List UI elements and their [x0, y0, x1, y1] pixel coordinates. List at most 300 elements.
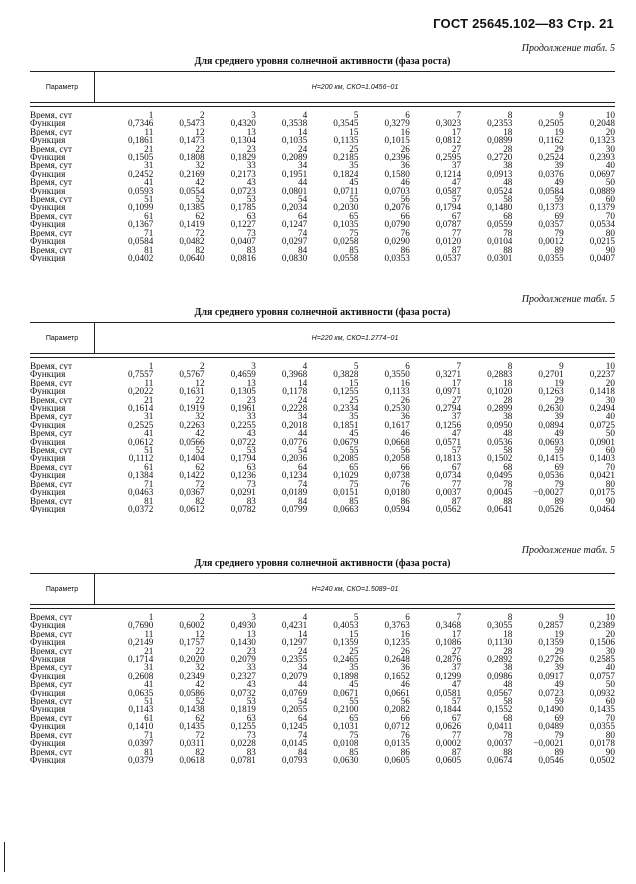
table-cell: 0,1015: [384, 136, 410, 145]
table-cell: 9: [559, 362, 564, 371]
table-cell: 0,0593: [128, 186, 154, 196]
table-cell: 0,0663: [333, 504, 359, 514]
row-label: Функция: [30, 203, 66, 212]
table-cell: 55: [349, 697, 359, 706]
table-row: [30, 195, 615, 203]
table-cell: 73: [246, 479, 256, 489]
table-cell: 5: [353, 362, 359, 371]
table-cell: 0,2173: [230, 169, 256, 179]
table-cell: 0,0559: [487, 220, 513, 229]
table-cell: 0,0355: [538, 253, 564, 263]
table-cell: 56: [400, 446, 410, 455]
table-cell: 0,7690: [128, 621, 154, 630]
table-row: [30, 178, 615, 186]
table-cell: 0,2608: [128, 671, 154, 681]
table-cell: 31: [144, 663, 154, 672]
table-header: [30, 573, 615, 605]
table-cell: 48: [503, 680, 513, 689]
table-cell: 0,0482: [179, 237, 205, 246]
table-cell: 0,1323: [589, 136, 615, 145]
table-header: [30, 322, 615, 354]
table-cell: 26: [400, 646, 410, 656]
table-cell: 10: [605, 613, 615, 622]
table-row: [30, 463, 615, 471]
table-cell: 48: [503, 429, 513, 438]
table-row: [30, 111, 615, 119]
table-cell: 59: [554, 697, 564, 706]
table-cell: 47: [451, 680, 462, 689]
table-cell: 0,0830: [281, 253, 308, 263]
table-row: [30, 379, 615, 387]
row-label: Время, сут: [30, 395, 72, 405]
table-cell: 0,0641: [487, 504, 513, 514]
table-cell: 26: [400, 144, 410, 154]
row-label: Функция: [30, 186, 66, 196]
table-cell: 0,0489: [538, 722, 564, 731]
header-separator: [30, 608, 615, 609]
table-cell: 7: [456, 111, 462, 120]
table-cell: 0,2883: [487, 370, 513, 379]
row-label: Время, сут: [30, 646, 72, 656]
table-cell: 67: [451, 211, 462, 221]
table-cell: 86: [400, 747, 410, 756]
table-cell: 90: [605, 496, 615, 505]
table-cell: 0,0581: [435, 688, 462, 698]
table-cell: 82: [195, 496, 205, 505]
table-cell: 58: [503, 446, 513, 455]
table-cell: 82: [195, 245, 205, 254]
table-cell: 49: [554, 429, 564, 438]
table-cell: 41: [144, 178, 154, 187]
table-cell: 0,0769: [281, 688, 308, 698]
table-cell: 0,1263: [538, 387, 564, 396]
table-cell: 0,0357: [538, 220, 564, 229]
table-cell: 28: [503, 646, 513, 656]
table-cell: 68: [503, 462, 513, 472]
table-cell: 72: [195, 730, 205, 740]
table-cell: 24: [298, 395, 308, 405]
table-row: [30, 731, 615, 739]
table-cell: 0,0594: [384, 504, 410, 514]
table-cell: 0,0291: [230, 488, 256, 497]
table-row: [30, 212, 615, 220]
table-cell: 0,0189: [281, 488, 308, 497]
table-cell: 0,2048: [589, 119, 615, 128]
table-cell: 78: [503, 228, 513, 238]
table-cell: 46: [400, 680, 410, 689]
table-cell: 0,1235: [384, 638, 410, 647]
table-row: [30, 705, 615, 713]
table-cell: 0,2525: [128, 420, 154, 430]
row-label: Время, сут: [30, 161, 72, 170]
table-cell: 87: [451, 747, 462, 756]
table-cell: 70: [605, 713, 615, 723]
table-cell: 40: [605, 161, 615, 170]
table-cell: 0,2726: [538, 655, 564, 664]
table-cell: 0,1824: [333, 169, 359, 179]
table-cell: 0,0812: [435, 136, 462, 145]
table-cell: 0,0151: [333, 488, 359, 497]
table-cell: 25: [349, 144, 359, 154]
table-cell: 0,1178: [282, 387, 308, 396]
table-cell: 70: [605, 211, 615, 221]
table-cell: 20: [605, 378, 615, 388]
table-cell: 0,0732: [230, 688, 256, 698]
table-cell: 14: [298, 629, 308, 639]
param-header-cell: Параметр: [30, 72, 95, 102]
table-cell: 0,0950: [487, 420, 513, 430]
header-separator: [30, 106, 615, 107]
table-cell: 49: [554, 680, 564, 689]
table-row: [30, 187, 615, 195]
table-cell: 0,0913: [487, 169, 513, 179]
table-cell: 0,1480: [487, 203, 513, 212]
table-cell: 9: [559, 111, 564, 120]
table-cell: 0,2452: [128, 169, 154, 179]
table-cell: 35: [349, 663, 359, 672]
table-cell: 66: [400, 713, 410, 723]
table-cell: 0,0463: [128, 488, 154, 497]
table-cell: 37: [451, 663, 462, 672]
table-cell: 0,0145: [281, 739, 308, 748]
table-cell: 0,1813: [435, 454, 462, 463]
table-cell: 37: [451, 412, 462, 421]
row-label: Время, сут: [30, 228, 72, 238]
table-cell: 16: [400, 127, 410, 137]
table-cell: 18: [503, 378, 513, 388]
table-cell: 35: [349, 412, 359, 421]
table-cell: 0,0584: [538, 186, 564, 196]
table-cell: 11: [144, 127, 154, 137]
row-label: Время, сут: [30, 462, 72, 472]
table-cell: 0,0635: [128, 688, 154, 698]
table-cell: 0,1419: [179, 220, 205, 229]
table-cell: 71: [144, 730, 154, 740]
table-cell: 0,1919: [179, 404, 205, 413]
page-header: ГОСТ 25645.102—83 Стр. 21: [433, 16, 614, 31]
table-cell: 0,1714: [128, 655, 154, 664]
table-cell: 0,0605: [435, 755, 462, 765]
row-label: Функция: [30, 755, 66, 765]
table-cell: 83: [246, 496, 256, 505]
table-cell: 0,0376: [538, 169, 564, 179]
table-cell: 0,0584: [128, 237, 154, 246]
table-cell: 50: [605, 178, 615, 187]
table-cell: 0,2149: [128, 638, 154, 647]
table-cell: 43: [246, 429, 256, 438]
table-cell: 18: [503, 127, 513, 137]
table-cell: 76: [400, 228, 410, 238]
table-cell: 0,1829: [230, 153, 256, 162]
table-cell: 0,1580: [384, 169, 410, 179]
table-row: [30, 613, 615, 621]
table-cell: 0,1130: [487, 638, 513, 647]
table-cell: 2: [200, 362, 205, 371]
row-label: Время, сут: [30, 713, 72, 723]
table-cell: 77: [451, 479, 462, 489]
table-row: [30, 638, 615, 646]
table-cell: 74: [298, 730, 308, 740]
table-cell: 85: [349, 747, 359, 756]
table-cell: 54: [298, 195, 308, 204]
table-cell: 2: [200, 111, 205, 120]
table-cell: 0,0002: [435, 739, 462, 748]
table-cell: 79: [554, 228, 564, 238]
table-cell: 0,1256: [435, 420, 462, 430]
table-cell: 0,2327: [230, 671, 256, 681]
table-row: [30, 446, 615, 454]
table-cell: 27: [451, 144, 462, 154]
table-cell: 81: [144, 747, 154, 756]
table-cell: 0,0782: [230, 504, 256, 514]
row-label: Время, сут: [30, 496, 72, 505]
row-label: Время, сут: [30, 127, 72, 137]
table-cell: 0,2089: [281, 153, 308, 162]
table-row: [30, 621, 615, 629]
table-cell: 0,1162: [538, 136, 564, 145]
table-cell: 24: [298, 144, 308, 154]
table-cell: 0,1808: [179, 153, 205, 162]
table-row: [30, 488, 615, 496]
table-cell: 0,1614: [128, 404, 154, 413]
table-cell: 39: [554, 412, 564, 421]
table-cell: 13: [246, 127, 256, 137]
table-cell: 32: [195, 161, 205, 170]
table-cell: 39: [554, 663, 564, 672]
row-label: Время, сут: [30, 195, 72, 204]
table-cell: 0,3550: [384, 370, 410, 379]
table-cell: 0,1035: [333, 220, 359, 229]
table-cell: 78: [503, 479, 513, 489]
table-cell: 0,0495: [487, 471, 513, 480]
table-cell: 0,2022: [128, 387, 154, 396]
table-cell: 12: [195, 378, 205, 388]
row-label: Время, сут: [30, 111, 72, 120]
table-cell: 73: [246, 730, 256, 740]
table-cell: 41: [144, 680, 154, 689]
table-title: Для среднего уровня солнечной активности (фаза роста): [194, 56, 451, 67]
table-cell: 72: [195, 228, 205, 238]
table-cell: 0,0917: [538, 671, 564, 681]
table-cell: 0,1359: [333, 638, 359, 647]
table-cell: 0,2255: [230, 420, 256, 430]
table-cell: 0,0297: [281, 237, 308, 246]
table-cell: 21: [144, 144, 154, 154]
table-cell: 55: [349, 195, 359, 204]
table-cell: 60: [605, 697, 615, 706]
row-label: Время, сут: [30, 446, 72, 455]
row-label: Время, сут: [30, 747, 72, 756]
table-cell: 34: [298, 161, 308, 170]
row-label: Функция: [30, 404, 66, 413]
table-cell: 0,0464: [589, 504, 615, 514]
table-cell: 0,4659: [230, 370, 256, 379]
table-cell: 62: [195, 713, 205, 723]
row-label: Функция: [30, 253, 66, 263]
row-label: Функция: [30, 237, 66, 246]
table-cell: 0,0801: [281, 186, 308, 196]
table-cell: 0,0693: [538, 437, 564, 447]
table-cell: 0,0799: [281, 504, 308, 514]
table-cell: 0,0566: [179, 437, 205, 447]
table-cell: 0,2169: [179, 169, 205, 179]
table-cell: 66: [400, 462, 410, 472]
table-cell: 0,1794: [230, 454, 256, 463]
table-row: [30, 672, 615, 680]
table-cell: 69: [554, 462, 564, 472]
table-cell: 0,2079: [230, 655, 256, 664]
table-cell: 12: [195, 127, 205, 137]
table-cell: 0,2630: [538, 404, 564, 413]
row-label: Время, сут: [30, 429, 72, 438]
table-cell: 69: [554, 713, 564, 723]
table-cell: 0,2228: [281, 404, 308, 413]
table-cell: 0,0407: [589, 253, 615, 263]
table-cell: 0,0722: [230, 437, 256, 447]
table-row: [30, 714, 615, 722]
table-cell: 0,0571: [435, 437, 462, 447]
table-cell: 0,0421: [589, 471, 615, 480]
table-cell: 88: [503, 496, 513, 505]
table-cell: 3: [251, 362, 256, 371]
table-cell: 15: [349, 629, 359, 639]
table-cell: 0,2058: [384, 454, 410, 463]
table-cell: 90: [605, 747, 615, 756]
table-cell: 57: [451, 446, 462, 455]
table-cell: 0,0524: [487, 186, 513, 196]
table-cell: 27: [451, 646, 462, 656]
table-cell: 1: [148, 362, 154, 371]
row-label: Функция: [30, 153, 66, 162]
table-cell: 0,0640: [179, 253, 205, 263]
table-cell: 0,0367: [179, 488, 205, 497]
table-cell: 0,1031: [333, 722, 359, 731]
table-cell: 0,1245: [281, 722, 308, 731]
table-cell: 30: [605, 646, 615, 656]
table-cell: 0,2396: [384, 153, 410, 162]
table-cell: 87: [451, 245, 462, 254]
table-cell: 0,2648: [384, 655, 410, 664]
table-cell: 0,1438: [179, 705, 205, 714]
table-cell: 41: [144, 429, 154, 438]
table-cell: 0,1490: [538, 705, 564, 714]
table-cell: 0,0668: [384, 437, 410, 447]
table-cell: 0,4930: [230, 621, 256, 630]
table-cell: 0,0037: [487, 739, 513, 748]
row-label: Время, сут: [30, 697, 72, 706]
table-cell: 0,1505: [128, 153, 154, 162]
table-cell: 0,0120: [435, 237, 462, 246]
table-row: [30, 170, 615, 178]
table-cell: 40: [605, 663, 615, 672]
table-cell: 0,1631: [179, 387, 205, 396]
table-cell: 52: [195, 697, 205, 706]
table-cell: 0,1227: [230, 220, 256, 229]
table-cell: 0,0215: [589, 237, 615, 246]
table-cell: 31: [144, 161, 154, 170]
table-cell: 0,0793: [281, 755, 308, 765]
table-cell: 24: [298, 646, 308, 656]
header-separator: [30, 357, 615, 358]
table-cell: 0,1255: [333, 387, 359, 396]
table-cell: 0,3763: [384, 621, 410, 630]
table-row: [30, 497, 615, 505]
table-cell: 0,2389: [589, 621, 615, 630]
table-row: [30, 396, 615, 404]
table-cell: 0,0558: [333, 253, 359, 263]
table-cell: 63: [246, 713, 256, 723]
table-row: [30, 203, 615, 211]
table-row: [30, 370, 615, 378]
table-cell: 30: [605, 395, 615, 405]
row-label: Время, сут: [30, 144, 72, 154]
table-cell: 0,1305: [230, 387, 256, 396]
table-cell: 60: [605, 446, 615, 455]
table-cell: 0,1617: [384, 420, 410, 430]
table-cell: 19: [554, 378, 564, 388]
table-cell: 38: [503, 161, 513, 170]
table-cell: 0,3538: [281, 119, 308, 128]
table-cell: 0,0703: [384, 186, 410, 196]
table-cell: 0,0554: [179, 186, 205, 196]
table-cell: 3: [251, 613, 256, 622]
table-cell: 75: [349, 479, 359, 489]
table-cell: 33: [246, 412, 256, 421]
table-cell: 47: [451, 429, 462, 438]
table-cell: 0,2530: [384, 404, 410, 413]
table-cell: 0,0612: [179, 504, 205, 514]
table-cell: 0,1435: [589, 705, 615, 714]
table-cell: 0,0407: [230, 237, 256, 246]
table-row: [30, 647, 615, 655]
table-cell: 0,0671: [333, 688, 359, 698]
table-cell: 43: [246, 178, 256, 187]
table-cell: 15: [349, 378, 359, 388]
table-cell: 0,1143: [128, 705, 154, 714]
row-label: Функция: [30, 370, 66, 379]
table-section-h240: [30, 544, 615, 764]
table-cell: 0,2720: [487, 153, 513, 162]
data-table: [30, 362, 615, 513]
table-cell: 45: [349, 178, 359, 187]
param-header-cell: Параметр: [30, 574, 95, 604]
table-cell: 86: [400, 245, 410, 254]
table-cell: 38: [503, 663, 513, 672]
table-cell: 17: [451, 378, 462, 388]
row-label: Функция: [30, 437, 66, 447]
table-cell: 75: [349, 730, 359, 740]
table-cell: 0,1247: [281, 220, 308, 229]
table-cell: 0,1506: [589, 638, 615, 647]
table-cell: 51: [144, 697, 154, 706]
table-row: [30, 220, 615, 228]
table-cell: 78: [503, 730, 513, 740]
table-title: Для среднего уровня солнечной активности (фаза роста): [194, 307, 451, 318]
table-cell: 0,3828: [333, 370, 359, 379]
table-cell: 0,0679: [333, 437, 359, 447]
table-cell: 0,2020: [179, 655, 205, 664]
table-cell: 0,1373: [538, 203, 564, 212]
table-cell: 31: [144, 412, 154, 421]
row-label: Функция: [30, 420, 66, 430]
table-row: [30, 153, 615, 161]
table-cell: 81: [144, 245, 154, 254]
table-cell: 0,2085: [333, 454, 359, 463]
table-cell: 0,0526: [538, 504, 564, 514]
table-cell: 0,1418: [589, 387, 615, 396]
table-cell: 30: [605, 144, 615, 154]
table-row: [30, 161, 615, 169]
